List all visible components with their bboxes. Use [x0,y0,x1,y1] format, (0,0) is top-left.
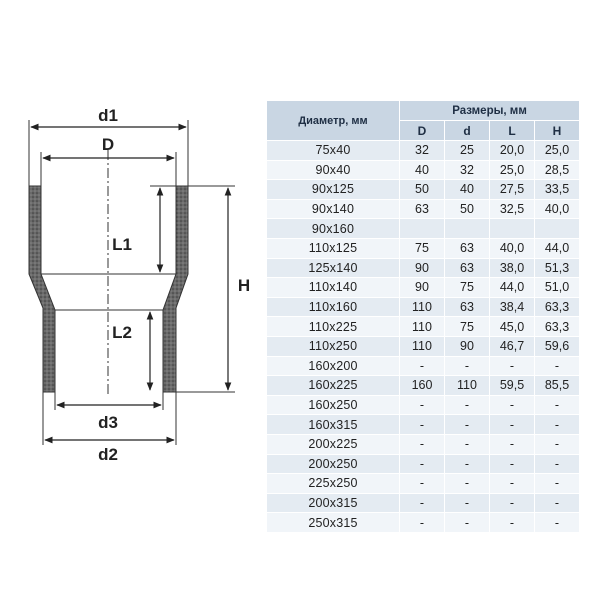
cell-d: 63 [445,258,490,278]
table-row [267,513,580,533]
cell-D: 50 [400,180,445,200]
cell-H: - [535,513,580,533]
cell-diameter: 110x225 [267,317,400,337]
table-row [267,160,580,180]
cell-D [400,219,445,239]
cell-diameter: 250x315 [267,513,400,533]
dimensions-table [266,100,580,533]
table-row [267,434,580,454]
cell-L [490,219,535,239]
cell-D: - [400,454,445,474]
label-H: H [237,276,251,295]
cell-D: - [400,493,445,513]
cell-D: - [400,434,445,454]
cell-H: 85,5 [535,376,580,396]
cell-diameter: 125x140 [267,258,400,278]
label-D: D [101,135,115,154]
cell-diameter: 90x40 [267,160,400,180]
cell-d: - [445,395,490,415]
table-row [267,415,580,435]
cell-diameter: 90x160 [267,219,400,239]
cell-D: - [400,395,445,415]
cell-diameter: 225x250 [267,474,400,494]
cell-D: 63 [400,199,445,219]
cell-H [535,219,580,239]
table-row [267,141,580,161]
cell-L: - [490,474,535,494]
cell-L: - [490,395,535,415]
cell-d: - [445,513,490,533]
header-col-D: D [400,121,445,141]
cell-L: 59,5 [490,376,535,396]
cell-diameter: 200x315 [267,493,400,513]
label-d2: d2 [98,445,118,464]
cell-diameter: 90x125 [267,180,400,200]
cell-H: 28,5 [535,160,580,180]
cell-L: 38,0 [490,258,535,278]
cell-d: 75 [445,278,490,298]
cell-d: 32 [445,160,490,180]
cell-L: 40,0 [490,238,535,258]
cell-d: 50 [445,199,490,219]
cell-H: 25,0 [535,141,580,161]
cell-d: - [445,474,490,494]
cell-diameter: 160x315 [267,415,400,435]
label-L1: L1 [112,235,132,254]
table-row [267,278,580,298]
table-row [267,395,580,415]
table-row [267,376,580,396]
cell-diameter: 75x40 [267,141,400,161]
header-col-d: d [445,121,490,141]
header-diameter: Диаметр, мм [267,101,400,141]
cell-H: 51,0 [535,278,580,298]
cell-H: - [535,415,580,435]
right-wall [163,186,188,392]
cell-d: - [445,434,490,454]
cell-H: 59,6 [535,336,580,356]
cell-d [445,219,490,239]
table-row [267,493,580,513]
cell-diameter: 110x140 [267,278,400,298]
cell-L: 45,0 [490,317,535,337]
cell-H: 33,5 [535,180,580,200]
cell-d: 40 [445,180,490,200]
table-row [267,219,580,239]
cell-H: - [535,493,580,513]
cell-diameter: 160x250 [267,395,400,415]
cell-L: 38,4 [490,297,535,317]
cell-H: 63,3 [535,317,580,337]
table-body [267,141,580,533]
table-row [267,474,580,494]
header-col-H: H [535,121,580,141]
cell-D: - [400,356,445,376]
label-d3: d3 [98,413,118,432]
cell-d: 90 [445,336,490,356]
table-row [267,336,580,356]
cell-H: 44,0 [535,238,580,258]
cell-d: - [445,415,490,435]
cell-D: 90 [400,258,445,278]
cell-diameter: 160x225 [267,376,400,396]
cell-L: - [490,513,535,533]
cell-L: 25,0 [490,160,535,180]
cell-D: - [400,474,445,494]
cell-D: 75 [400,238,445,258]
cell-H: - [535,474,580,494]
cell-d: 75 [445,317,490,337]
cell-diameter: 200x250 [267,454,400,474]
table-row [267,356,580,376]
cell-D: 40 [400,160,445,180]
cell-D: 110 [400,297,445,317]
cell-L: 20,0 [490,141,535,161]
cell-diameter: 110x250 [267,336,400,356]
table-row [267,297,580,317]
cell-diameter: 110x160 [267,297,400,317]
cell-H: 40,0 [535,199,580,219]
table-row [267,454,580,474]
cell-L: - [490,493,535,513]
cell-D: 110 [400,336,445,356]
cell-d: - [445,493,490,513]
cell-d: 63 [445,297,490,317]
cell-d: 110 [445,376,490,396]
cell-H: 63,3 [535,297,580,317]
cell-d: 25 [445,141,490,161]
cell-L: - [490,434,535,454]
cell-H: - [535,454,580,474]
cell-L: 27,5 [490,180,535,200]
cell-L: 44,0 [490,278,535,298]
header-col-L: L [490,121,535,141]
label-L2: L2 [112,323,132,342]
cell-H: - [535,356,580,376]
cell-d: - [445,356,490,376]
table-row [267,199,580,219]
table-row [267,317,580,337]
cell-L: - [490,356,535,376]
cell-D: 32 [400,141,445,161]
cell-d: 63 [445,238,490,258]
table-row [267,180,580,200]
cell-L: - [490,454,535,474]
cell-d: - [445,454,490,474]
cell-H: - [535,395,580,415]
cell-L: - [490,415,535,435]
cell-L: 32,5 [490,199,535,219]
cell-H: 51,3 [535,258,580,278]
cell-diameter: 90x140 [267,199,400,219]
cell-diameter: 110x125 [267,238,400,258]
cell-D: - [400,415,445,435]
reducer-drawing [0,0,265,601]
cell-L: 46,7 [490,336,535,356]
table-row [267,238,580,258]
table-row [267,258,580,278]
header-sizes: Размеры, мм [400,101,580,121]
left-wall [29,186,55,392]
label-d1: d1 [98,106,118,125]
cell-diameter: 160x200 [267,356,400,376]
cell-D: 90 [400,278,445,298]
cell-D: - [400,513,445,533]
cell-D: 160 [400,376,445,396]
cell-H: - [535,434,580,454]
cell-diameter: 200x225 [267,434,400,454]
cell-D: 110 [400,317,445,337]
